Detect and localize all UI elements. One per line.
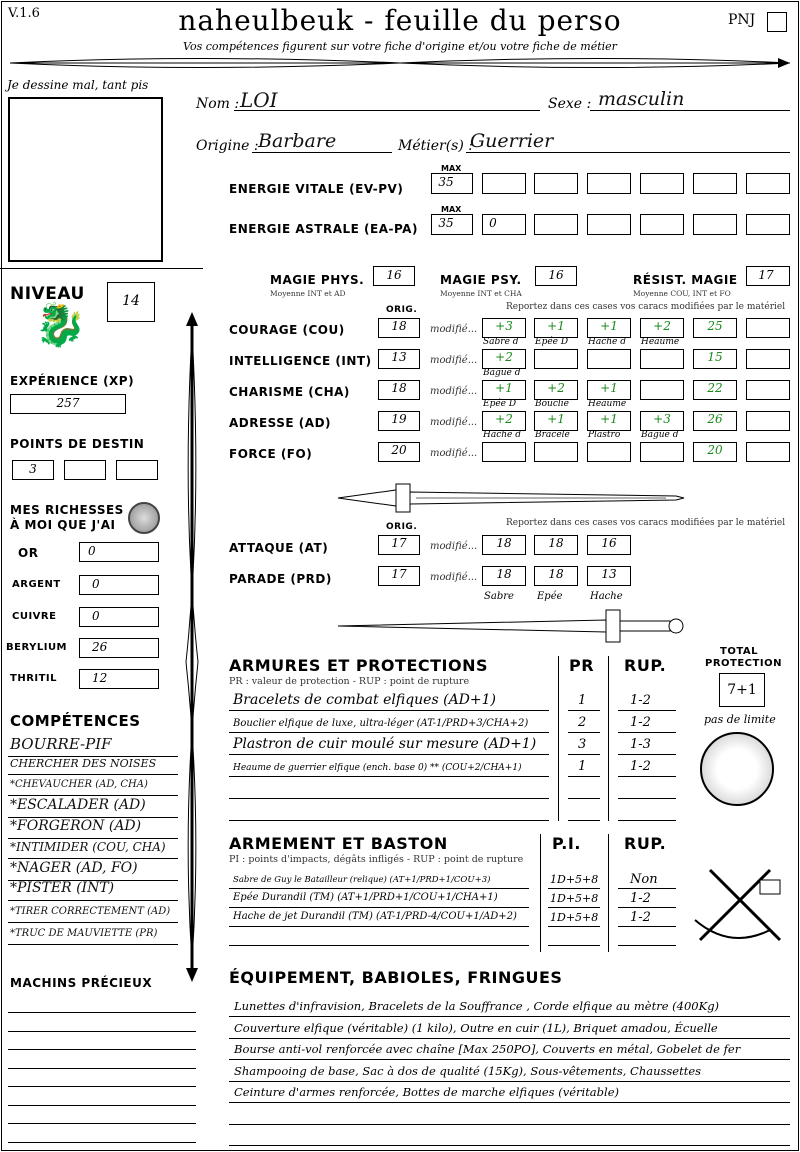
combat-mod-value: 13 — [601, 567, 617, 581]
ev-box-4[interactable] — [640, 173, 684, 194]
carac-label: FORCE (FO) — [229, 447, 313, 461]
magie-phys-sub: Moyenne INT et AD — [270, 289, 346, 298]
carac-label: CHARISME (CHA) — [229, 385, 350, 399]
competence-item: CHERCHER DES NOISES — [10, 757, 157, 770]
destin-box-2[interactable] — [64, 460, 106, 480]
magie-phys-value: 16 — [386, 268, 402, 282]
carac-mod-box[interactable] — [746, 442, 790, 462]
combat-orig-value: 17 — [391, 536, 407, 550]
magie-psy-value: 16 — [548, 268, 564, 282]
niveau-value: 14 — [122, 293, 140, 309]
carac-mod-value: 20 — [707, 443, 723, 457]
arme-line[interactable] — [229, 926, 529, 927]
competence-item: *PISTER (INT) — [10, 880, 115, 896]
competence-line[interactable] — [8, 858, 178, 859]
combat-label: ATTAQUE (AT) — [229, 541, 329, 555]
carac-mod-source: Epée D — [535, 337, 569, 347]
sexe-value: masculin — [598, 88, 685, 110]
machins-line[interactable] — [8, 1123, 196, 1124]
dragon-icon: 🐉 — [34, 300, 87, 349]
combat-mod-value: 16 — [601, 536, 617, 550]
carac-mod-box[interactable] — [587, 442, 631, 462]
armure-pr: 1 — [578, 693, 587, 708]
page-title: naheulbeuk - feuille du perso — [178, 4, 622, 37]
armure-rup-line[interactable] — [618, 754, 676, 755]
arme-pi: 1D+5+8 — [550, 873, 599, 886]
ev-max-label: MAX — [441, 164, 462, 173]
carac-mod-source: Sabre d — [483, 337, 519, 347]
weapons-icon — [690, 860, 790, 950]
equipement-line[interactable] — [229, 1016, 790, 1017]
machins-line[interactable] — [8, 1068, 196, 1069]
competence-line[interactable] — [8, 774, 178, 775]
carac-mod-box[interactable] — [746, 380, 790, 400]
origine-label: Origine : — [196, 138, 259, 154]
carac-modif-label: modifié... — [430, 417, 478, 428]
combat-orig-value: 17 — [391, 567, 407, 581]
combat-mod-value: 18 — [496, 567, 512, 581]
machins-line[interactable] — [8, 1105, 196, 1106]
nom-field[interactable] — [234, 110, 540, 111]
magie-psy-sub: Moyenne INT et CHA — [440, 289, 522, 298]
armement-sub: PI : points d'impacts, dégâts infligés - RUP : point de rupture — [229, 854, 524, 865]
arme-rup-line[interactable] — [618, 945, 676, 946]
armure-pr-line[interactable] — [568, 710, 600, 711]
carac-mod-value: +2 — [547, 381, 565, 395]
armure-rup-line[interactable] — [618, 820, 676, 821]
arme-pi: 1D+5+8 — [550, 892, 599, 905]
coin-icon — [128, 502, 160, 534]
carac-mod-value: +2 — [495, 350, 513, 364]
origine-value: Barbare — [258, 130, 337, 152]
total-note: pas de limite — [704, 713, 776, 726]
competence-item: *ESCALADER (AD) — [10, 797, 146, 813]
equipement-item: Ceinture d'armes renforcée, Bottes de marche elfiques (véritable) — [234, 1085, 619, 1099]
arme-rup: Non — [630, 872, 658, 887]
combat-note: Reportez dans ces cases vos caracs modifiées par le matériel — [506, 518, 786, 528]
armures-pr-label: PR — [569, 656, 595, 675]
arme-rup: 1-2 — [630, 891, 651, 906]
equipement-title: ÉQUIPEMENT, BABIOLES, FRINGUES — [229, 968, 563, 987]
competence-item: *TRUC DE MAUVIETTE (PR) — [10, 928, 158, 939]
carac-mod-value: +1 — [547, 412, 565, 426]
total-label-2: PROTECTION — [705, 658, 782, 669]
carac-mod-value: +2 — [653, 319, 671, 333]
competence-item: *INTIMIDER (COU, CHA) — [10, 840, 166, 854]
armure-name: Bracelets de combat elfiques (AD+1) — [233, 692, 496, 708]
money-berylium-box[interactable] — [79, 638, 159, 658]
ea-box-4[interactable] — [640, 214, 684, 235]
carac-mod-value: 22 — [707, 381, 723, 395]
competence-item: *TIRER CORRECTEMENT (AD) — [10, 906, 171, 917]
money-thritil-box[interactable] — [79, 669, 159, 689]
equipement-line[interactable] — [229, 1081, 790, 1082]
nom-value: LOI — [240, 88, 278, 112]
money-or-label: OR — [18, 546, 39, 560]
equipement-item: Lunettes d'infravision, Bracelets de la Souffrance , Corde elfique au mètre (400Kg) — [234, 999, 720, 1013]
armures-rup-label: RUP. — [624, 656, 667, 675]
richesses-label-2: À MOI QUE J'AI — [10, 518, 116, 532]
money-or-value: 0 — [88, 544, 96, 558]
armure-pr-line[interactable] — [568, 798, 600, 799]
carac-mod-source: Bague d — [641, 430, 679, 440]
money-argent-label: ARGENT — [12, 579, 61, 590]
machins-title: MACHINS PRÉCIEUX — [10, 976, 153, 990]
ea-current-value: 0 — [489, 216, 497, 230]
carac-modif-label: modifié... — [430, 386, 478, 397]
competence-line[interactable] — [8, 900, 178, 901]
arme-rup: 1-2 — [630, 910, 651, 925]
armure-pr: 2 — [578, 715, 587, 730]
carac-mod-source: Plastro — [588, 430, 621, 440]
ea-box-5[interactable] — [693, 214, 737, 235]
competence-line[interactable] — [8, 795, 178, 796]
armure-line[interactable] — [229, 754, 549, 755]
equipement-item: Shampooing de base, Sac à dos de qualité (15Kg), Sous-vêtements, Chaussettes — [234, 1063, 702, 1078]
total-protection-value: 7+1 — [727, 682, 757, 698]
armure-line[interactable] — [229, 710, 549, 711]
carac-orig-value: 18 — [391, 319, 407, 333]
money-argent-box[interactable] — [79, 575, 159, 595]
sexe-label: Sexe : — [548, 96, 592, 112]
arme-name: Epée Durandil (TM) (AT+1/PRD+1/COU+1/CHA+1) — [233, 892, 498, 903]
armure-rup-line[interactable] — [618, 710, 676, 711]
carac-label: ADRESSE (AD) — [229, 416, 332, 430]
competences-title: COMPÉTENCES — [10, 712, 141, 730]
machins-line[interactable] — [8, 1031, 196, 1032]
arme-pi: 1D+5+8 — [550, 911, 599, 924]
armure-line[interactable] — [229, 732, 549, 733]
carac-mod-box[interactable] — [482, 442, 526, 462]
arme-name: Sabre de Guy le Batailleur (relique) (AT+1/PRD+1/COU+3) — [233, 874, 491, 885]
helmet-shield-icon — [700, 732, 774, 806]
armure-pr-line[interactable] — [568, 732, 600, 733]
carac-mod-source: Hache d — [588, 337, 626, 347]
carac-mod-box[interactable] — [640, 349, 684, 369]
carac-mod-value: 25 — [707, 319, 723, 333]
armures-col-divider-1 — [558, 656, 559, 821]
machins-line[interactable] — [8, 1142, 196, 1143]
combat-sub-hache: Hache — [590, 591, 623, 602]
ev-box-1[interactable] — [482, 173, 526, 194]
richesses-label-1: MES RICHESSES — [10, 503, 124, 517]
armement-col-divider-2 — [608, 834, 609, 952]
arme-rup-line[interactable] — [618, 907, 676, 908]
ea-box-6[interactable] — [746, 214, 790, 235]
carac-orig-value: 18 — [391, 381, 407, 395]
competence-item: *FORGERON (AD) — [10, 818, 142, 834]
armure-rup: 1-2 — [630, 693, 651, 708]
ea-max-label: MAX — [441, 205, 462, 214]
carac-label: INTELLIGENCE (INT) — [229, 354, 372, 368]
total-label-1: TOTAL — [720, 646, 758, 657]
money-berylium-label: BERYLIUM — [6, 642, 68, 653]
carac-modif-label: modifié... — [430, 355, 478, 366]
carac-mod-source: Bague d — [483, 368, 521, 378]
armure-pr-line[interactable] — [568, 820, 600, 821]
equipement-line[interactable] — [229, 1102, 790, 1103]
resist-magie-sub: Moyenne COU, INT et FO — [633, 289, 731, 298]
carac-mod-box[interactable] — [587, 349, 631, 369]
arme-rup-line[interactable] — [618, 888, 676, 889]
arme-rup-line[interactable] — [618, 926, 676, 927]
armures-title: ARMURES ET PROTECTIONS — [229, 656, 488, 675]
destin-value: 3 — [29, 462, 37, 476]
sword-ornament-1 — [336, 478, 686, 518]
carac-mod-box[interactable] — [746, 318, 790, 338]
portrait-caption: Je dessine mal, tant pis — [7, 78, 149, 92]
carac-mod-box[interactable] — [746, 411, 790, 431]
carac-mod-value: 15 — [707, 350, 723, 364]
carac-label: COURAGE (COU) — [229, 323, 345, 337]
competence-line[interactable] — [8, 838, 178, 839]
destin-label: POINTS DE DESTIN — [10, 437, 145, 451]
magie-psy-label: MAGIE PSY. — [440, 273, 522, 287]
niveau-label: NIVEAU — [10, 284, 85, 304]
armure-rup-line[interactable] — [618, 798, 676, 799]
armure-rup: 1-3 — [630, 737, 651, 752]
portrait-frame[interactable] — [8, 97, 163, 262]
arme-pi-line[interactable] — [548, 945, 600, 946]
combat-mod-value: 18 — [548, 536, 564, 550]
ea-label: ENERGIE ASTRALE (EA-PA) — [229, 222, 418, 236]
equipement-line[interactable] — [229, 1145, 790, 1146]
carac-mod-value: +2 — [495, 412, 513, 426]
left-column-border — [0, 268, 203, 269]
pnj-checkbox[interactable] — [767, 12, 787, 32]
carac-mod-value: +1 — [600, 412, 618, 426]
armement-rup-label: RUP. — [624, 834, 667, 853]
carac-mod-value: 26 — [707, 412, 723, 426]
carac-mod-box[interactable] — [640, 380, 684, 400]
equipement-line[interactable] — [229, 1038, 790, 1039]
carac-mod-source: Heaume — [641, 337, 680, 347]
combat-modif-label: modifié... — [430, 572, 478, 583]
ev-box-5[interactable] — [693, 173, 737, 194]
machins-line[interactable] — [8, 1049, 196, 1050]
carac-modif-label: modifié... — [430, 324, 478, 335]
armure-line[interactable] — [229, 820, 549, 821]
carac-mod-value: +3 — [495, 319, 513, 333]
armement-title: ARMEMENT ET BASTON — [229, 834, 448, 853]
armement-col-divider-1 — [540, 834, 541, 952]
armure-rup-line[interactable] — [618, 776, 676, 777]
carac-mod-value: +1 — [547, 319, 565, 333]
armure-pr-line[interactable] — [568, 754, 600, 755]
carac-orig-value: 20 — [391, 443, 407, 457]
page-subtitle: Vos compétences figurent sur votre fiche d'origine et/ou votre fiche de métier — [183, 40, 617, 53]
carac-mod-source: Hache d — [483, 430, 521, 440]
ea-box-2[interactable] — [534, 214, 578, 235]
armure-name: Heaume de guerrier elfique (ench. base 0) ** (COU+2/CHA+1) — [233, 763, 522, 773]
arme-line[interactable] — [229, 888, 529, 889]
ev-label: ENERGIE VITALE (EV-PV) — [229, 182, 404, 196]
money-argent-value: 0 — [92, 577, 100, 591]
xp-label: EXPÉRIENCE (XP) — [10, 374, 135, 388]
ev-box-2[interactable] — [534, 173, 578, 194]
ev-max-value: 35 — [438, 175, 454, 189]
ea-box-3[interactable] — [587, 214, 631, 235]
armure-rup-line[interactable] — [618, 732, 676, 733]
arme-name: Hache de jet Durandil (TM) (AT-1/PRD-4/COU+1/AD+2) — [233, 911, 517, 922]
money-cuivre-box[interactable] — [79, 607, 159, 627]
carac-orig-value: 13 — [391, 350, 407, 364]
arme-pi-line[interactable] — [548, 888, 600, 889]
metier-label: Métier(s) : — [398, 138, 473, 154]
carac-mod-source: Epée D — [483, 399, 517, 409]
competence-item: *NAGER (AD, FO) — [10, 860, 138, 876]
competence-item: *CHEVAUCHER (AD, CHA) — [10, 779, 148, 790]
carac-mod-value: +1 — [600, 381, 618, 395]
money-thritil-value: 12 — [92, 671, 108, 685]
armure-pr: 1 — [578, 759, 587, 774]
sexe-field[interactable] — [590, 110, 790, 111]
caracs-orig-label: ORIG. — [386, 305, 418, 315]
armure-name: Plastron de cuir moulé sur mesure (AD+1) — [233, 736, 537, 752]
pnj-label: PNJ — [728, 12, 756, 28]
money-berylium-value: 26 — [92, 640, 108, 654]
arme-line[interactable] — [229, 907, 529, 908]
carac-mod-box[interactable] — [534, 349, 578, 369]
armure-name: Bouclier elfique de luxe, ultra-léger (AT-1/PRD+3/CHA+2) — [233, 718, 529, 729]
xp-value: 257 — [56, 396, 80, 410]
metier-value: Guerrier — [470, 130, 554, 152]
armure-pr: 3 — [578, 737, 587, 752]
arme-pi-line[interactable] — [548, 926, 600, 927]
combat-orig-label: ORIG. — [386, 522, 418, 532]
carac-mod-value: +1 — [600, 319, 618, 333]
competence-item: BOURRE-PIF — [10, 735, 112, 753]
carac-mod-box[interactable] — [746, 349, 790, 369]
armure-line[interactable] — [229, 776, 549, 777]
competence-line[interactable] — [8, 922, 178, 923]
carac-mod-value: +3 — [653, 412, 671, 426]
ea-max-value: 35 — [438, 216, 454, 230]
armures-sub: PR : valeur de protection - RUP : point de rupture — [229, 676, 470, 687]
carac-mod-source: Bracele — [535, 430, 570, 440]
money-thritil-label: THRITIL — [10, 673, 58, 684]
equipement-line[interactable] — [229, 1124, 790, 1125]
ev-box-6[interactable] — [746, 173, 790, 194]
combat-sub-epee: Epée — [537, 591, 563, 602]
combat-mod-value: 18 — [496, 536, 512, 550]
origine-field[interactable] — [252, 152, 392, 153]
armure-rup: 1-2 — [630, 759, 651, 774]
carac-mod-box[interactable] — [534, 442, 578, 462]
armure-line[interactable] — [229, 798, 549, 799]
caracs-note: Reportez dans ces cases vos caracs modifiées par le matériel — [506, 302, 786, 312]
competence-line[interactable] — [8, 944, 178, 945]
combat-sub-sabre: Sabre — [484, 591, 514, 602]
armure-rup: 1-2 — [630, 715, 651, 730]
armement-pi-label: P.I. — [552, 834, 581, 853]
machins-line[interactable] — [8, 1012, 196, 1013]
equipement-line[interactable] — [229, 1059, 790, 1060]
sword-ornament-2 — [336, 606, 686, 646]
metier-field[interactable] — [466, 152, 790, 153]
carac-orig-value: 19 — [391, 412, 407, 426]
carac-mod-source: Bouclie — [535, 399, 569, 409]
destin-box-3[interactable] — [116, 460, 158, 480]
money-cuivre-value: 0 — [92, 609, 100, 623]
resist-magie-label: RÉSIST. MAGIE — [633, 273, 738, 287]
combat-modif-label: modifié... — [430, 541, 478, 552]
money-cuivre-label: CUIVRE — [12, 611, 57, 622]
machins-line[interactable] — [8, 1086, 196, 1087]
arme-line[interactable] — [229, 945, 529, 946]
version-label: V.1.6 — [8, 6, 40, 21]
arme-pi-line[interactable] — [548, 907, 600, 908]
nom-label: Nom : — [196, 96, 240, 112]
carac-mod-box[interactable] — [640, 442, 684, 462]
combat-mod-value: 18 — [548, 567, 564, 581]
resist-magie-value: 17 — [758, 268, 774, 282]
staff-ornament — [180, 312, 204, 982]
combat-label: PARADE (PRD) — [229, 572, 332, 586]
equipement-item: Bourse anti-vol renforcée avec chaîne [Max 250PO], Couverts en métal, Gobelet de fer — [234, 1042, 741, 1056]
carac-mod-value: +1 — [495, 381, 513, 395]
magie-phys-label: MAGIE PHYS. — [270, 273, 365, 287]
carac-modif-label: modifié... — [430, 448, 478, 459]
armures-col-divider-2 — [608, 656, 609, 821]
armure-pr-line[interactable] — [568, 776, 600, 777]
header-ornament — [0, 52, 800, 74]
ev-box-3[interactable] — [587, 173, 631, 194]
carac-mod-source: Heaume — [588, 399, 627, 409]
equipement-item: Couverture elfique (véritable) (1 kilo), Outre en cuir (1L), Briquet amadou, Écuelle — [234, 1020, 718, 1035]
